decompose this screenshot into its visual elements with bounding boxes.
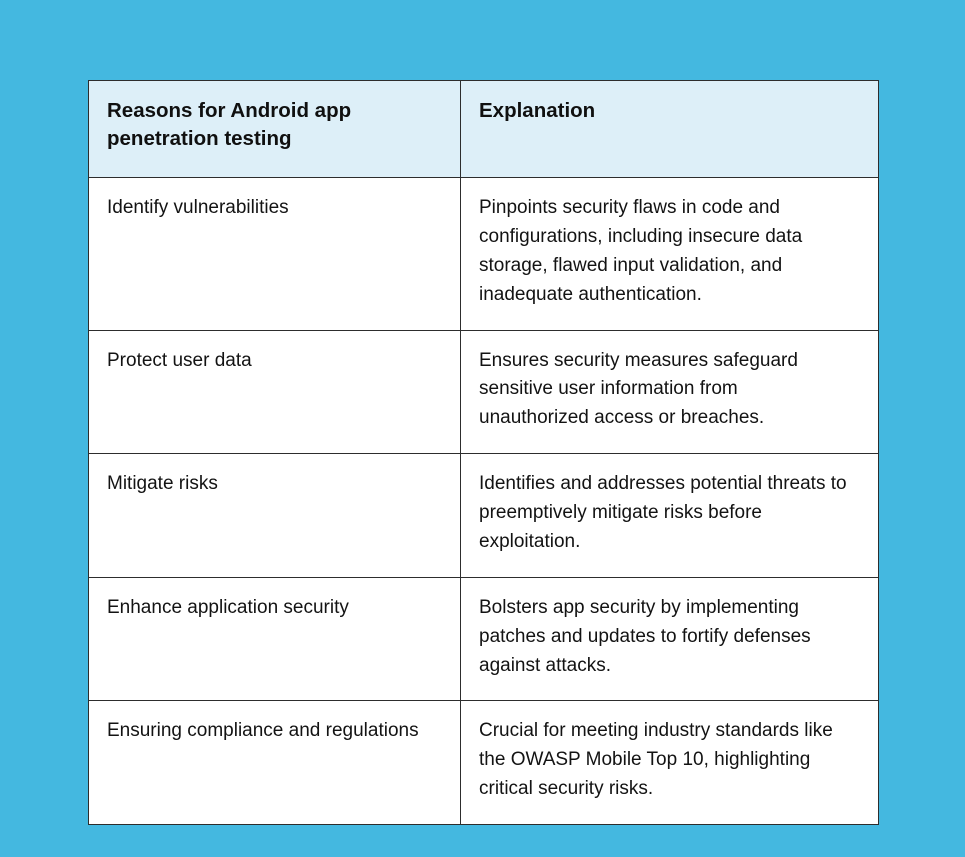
table-row — [89, 701, 879, 825]
cell-reason: Mitigate risks — [89, 454, 461, 578]
table-container — [88, 80, 878, 825]
cell-explanation: Crucial for meeting industry standards like the OWASP Mobile Top 10, highlighting critical security risks. — [461, 701, 879, 825]
column-header-explanation: Explanation — [461, 81, 879, 178]
cell-reason: Protect user data — [89, 330, 461, 454]
column-header-reasons: Reasons for Android app penetration testing — [89, 81, 461, 178]
reasons-table — [88, 80, 879, 825]
cell-explanation: Bolsters app security by implementing patches and updates to fortify defenses against attacks. — [461, 577, 879, 701]
cell-explanation: Identifies and addresses potential threats to preemptively mitigate risks before exploitation. — [461, 454, 879, 578]
table-header — [89, 81, 879, 178]
table-row — [89, 178, 879, 331]
table-body — [89, 178, 879, 825]
cell-explanation: Ensures security measures safeguard sensitive user information from unauthorized access or breaches. — [461, 330, 879, 454]
cell-reason: Enhance application security — [89, 577, 461, 701]
table-row — [89, 577, 879, 701]
table-row — [89, 330, 879, 454]
cell-reason: Identify vulnerabilities — [89, 178, 461, 331]
cell-explanation: Pinpoints security flaws in code and configurations, including insecure data storage, flawed input validation, and inadequate authentication. — [461, 178, 879, 331]
cell-reason: Ensuring compliance and regulations — [89, 701, 461, 825]
table-row — [89, 454, 879, 578]
table-header-row — [89, 81, 879, 178]
